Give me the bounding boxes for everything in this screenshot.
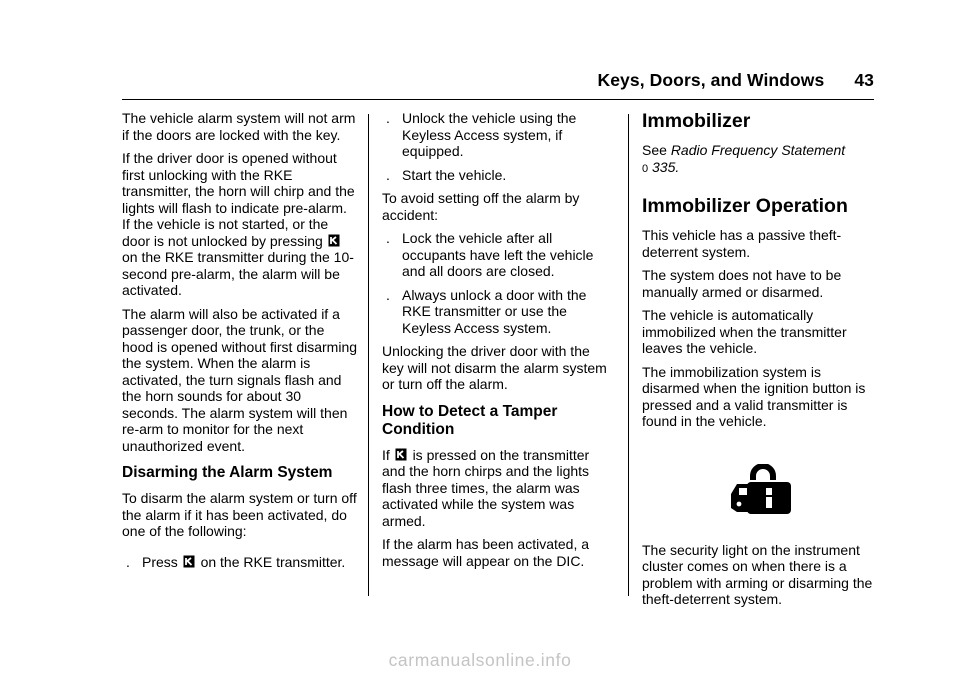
bullet-marker: . [386, 230, 390, 246]
column-divider-2 [628, 114, 629, 596]
section-heading: How to Detect a Tamper Condition [382, 402, 558, 438]
paragraph: To avoid setting off the alarm by accident: [382, 190, 580, 223]
reference-title[interactable]: Radio Frequency Statement [670, 142, 846, 158]
paragraph-text: If the driver door is opened without first unlocking with the RKE transmitter, the horn will chirp and the lights will flash to indicate pre-alarm. If the vehicle is not started, or the door is not unlocked by pressing [122, 150, 355, 249]
paragraph: The security light on the instrument cluster comes on when there is a problem with arming or disarming the theft-deterrent system. [642, 541, 873, 607]
column-1 [122, 110, 358, 577]
section-title: Keys, Doors, and Windows [597, 70, 825, 90]
security-light-symbol [642, 464, 878, 518]
paragraph-text: on the RKE transmitter during the 10-second pre-alarm, the alarm will be activated. [122, 249, 354, 298]
bullet-marker: . [386, 286, 390, 303]
header-rule [122, 99, 874, 100]
column-divider-1 [368, 114, 369, 596]
vehicle-security-lock-icon [727, 464, 793, 516]
lock-key-icon [328, 234, 340, 247]
list-item-text: Press [142, 553, 178, 570]
cross-reference [642, 142, 878, 177]
paragraph: If the alarm has been activated, a message will appear on the DIC. [382, 536, 590, 569]
section-heading: Disarming the Alarm System [122, 464, 333, 481]
list-item [382, 110, 614, 160]
list-item [382, 167, 614, 184]
list-item-text: Unlock the vehicle using the Keyless Access system, if equipped. [402, 110, 577, 159]
reference-period: . [675, 158, 680, 175]
page-header [0, 70, 874, 91]
column-2 [382, 110, 614, 576]
lock-key-icon [395, 448, 407, 461]
paragraph [122, 150, 358, 299]
paragraph [382, 447, 614, 530]
paragraph: The vehicle alarm system will not arm if the doors are locked with the key. [122, 110, 356, 143]
list-item [382, 230, 614, 280]
see-label: See [642, 142, 667, 158]
list-item [122, 554, 358, 571]
column-3 [642, 110, 878, 615]
paragraph: The alarm will also be activated if a passenger door, the trunk, or the hood is opened without first disarming the system. When the alarm is activated, the turn signals flash and the horn sounds for about 30 seconds. The alarm system will then re-arm to monitor for the next unauthorized event. [122, 305, 358, 454]
lock-key-icon [183, 555, 195, 568]
bullet-marker: . [386, 166, 390, 183]
reference-page[interactable] [652, 159, 679, 175]
section-heading: Immobilizer [642, 110, 751, 132]
list-item-text: Start the vehicle. [402, 166, 507, 183]
page-ref-arrow-icon: 0 [642, 162, 649, 175]
reference-page-number: 335 [652, 158, 676, 175]
paragraph: The system does not have to be manually armed or disarmed. [642, 267, 842, 300]
list-item-text: Lock the vehicle after all occupants have left the vehicle and all doors are closed. [402, 230, 594, 279]
paragraph: To disarm the alarm system or turn off the alarm if it has been activated, do one of the following: [122, 490, 357, 539]
paragraph-text: If [382, 446, 390, 463]
section-heading: Immobilizer Operation [642, 195, 848, 217]
list-item-text: Always unlock a door with the RKE transmitter or use the Keyless Access system. [402, 286, 587, 336]
paragraph: Unlocking the driver door with the key will not disarm the alarm system or turn off the alarm. [382, 343, 607, 392]
bullet-marker: . [126, 553, 130, 570]
watermark: carmanualsonline.info [388, 650, 572, 670]
bullet-marker: . [386, 110, 390, 126]
list-item-text: on the RKE transmitter. [200, 553, 346, 570]
paragraph: The immobilization system is disarmed when the ignition button is pressed and a valid transmitter is found in the vehicle. [642, 363, 866, 429]
list-item [382, 287, 614, 337]
paragraph: The vehicle is automatically immobilized when the transmitter leaves the vehicle. [642, 307, 847, 356]
paragraph: This vehicle has a passive theft-deterrent system. [642, 227, 842, 260]
paragraph-text: is pressed on the transmitter and the horn chirps and the lights flash three times, the alarm was activated while the system was armed. [382, 446, 590, 529]
page-number: 43 [854, 70, 874, 90]
